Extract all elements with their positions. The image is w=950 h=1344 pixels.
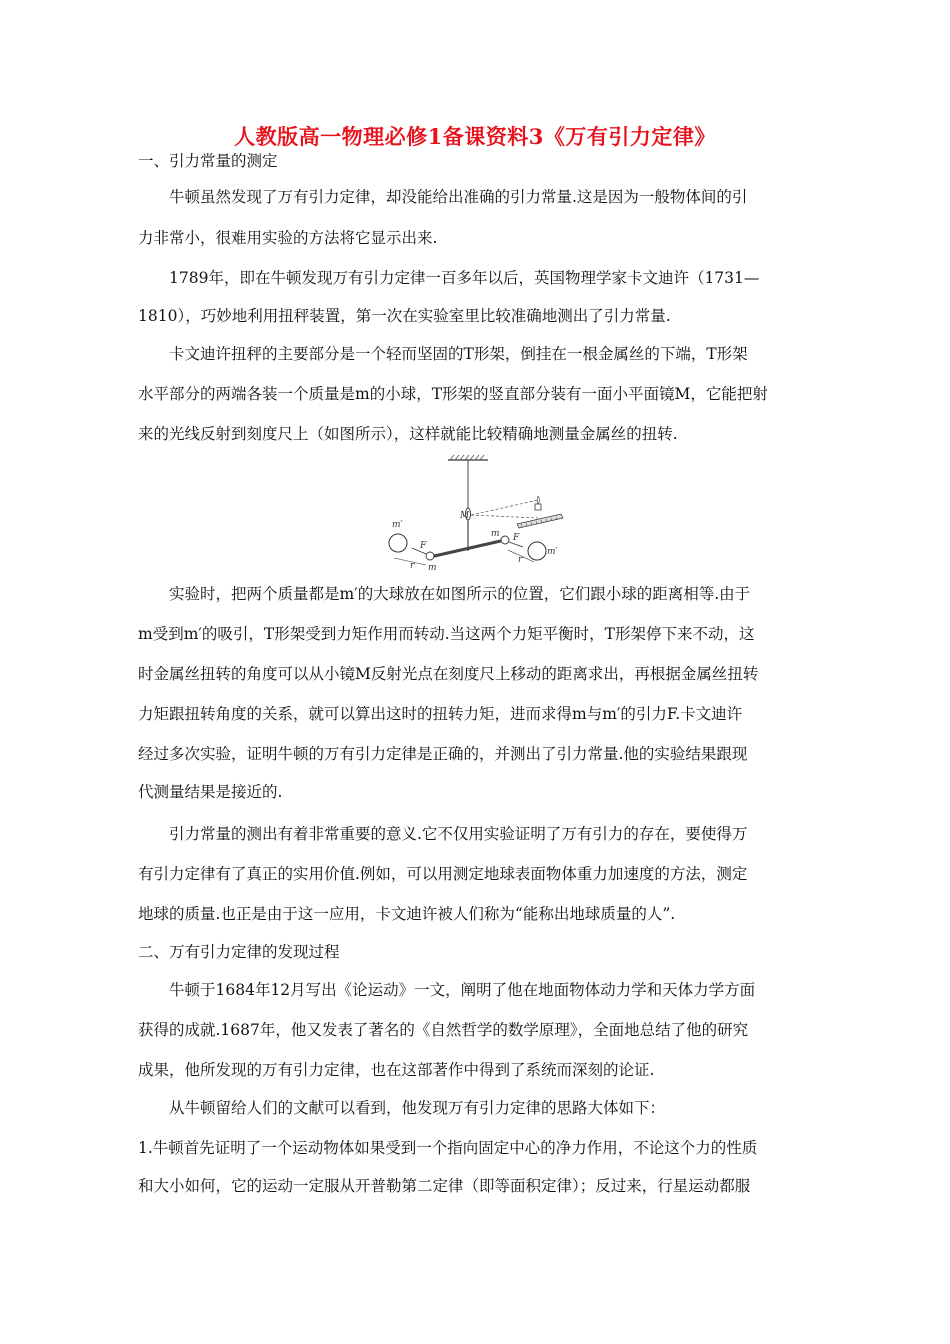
paragraph-line: 卡文迪许扭秤的主要部分是一个轻而坚固的T形架，倒挂在一根金属丝的下端，T形架 [138, 345, 748, 363]
paragraph-line: 从牛顿留给人们的文献可以看到，他发现万有引力定律的思路大体如下： [138, 1099, 666, 1117]
force-right-label: F [513, 533, 520, 543]
small-ball-left [426, 552, 434, 560]
big-ball-right [528, 542, 546, 560]
small-ball-right [501, 536, 509, 544]
big-mass-right-label: m′ [547, 547, 558, 557]
distance-right-label: r [518, 555, 523, 565]
scale-ruler [517, 514, 563, 528]
section-heading-1: 一、引力常量的测定 [138, 152, 278, 170]
paragraph-line: 地球的质量.也正是由于这一应用，卡文迪许被人们称为“能称出地球质量的人”. [138, 905, 676, 923]
paragraph-line: 水平部分的两端各装一个质量是m的小球，T形架的竖直部分装有一面小平面镜M，它能把射 [138, 385, 768, 403]
paragraph-line: 引力常量的测出有着非常重要的意义.它不仅用实验证明了万有引力的存在，要使得万 [138, 825, 748, 843]
paragraph-line: m受到m′的吸引，T形架受到力矩作用而转动.当这两个力矩平衡时，T形架停下来不动，这 [138, 625, 755, 643]
small-mass-right-label: m [491, 529, 500, 539]
paragraph-line: 实验时，把两个质量都是m′的大球放在如图所示的位置，它们跟小球的距离相等.由于 [138, 585, 751, 603]
paragraph-line: 获得的成就.1687年，他又发表了著名的《自然哲学的数学原理》，全面地总结了他的研究 [138, 1021, 749, 1039]
reflected-ray [471, 515, 538, 518]
paragraph-line: 1810），巧妙地利用扭秤装置，第一次在实验室里比较准确地测出了引力常量. [138, 307, 671, 325]
small-mass-left-label: m [428, 563, 437, 573]
paragraph-line: 牛顿虽然发现了万有引力定律，却没能给出准确的引力常量.这是因为一般物体间的引 [138, 188, 748, 206]
ceiling-hatch [450, 455, 484, 460]
paragraph-line: 1789年，即在牛顿发现万有引力定律一百多年以后，英国物理学家卡文迪许（1731— [138, 269, 760, 287]
page-title: 人教版高一物理必修1备课资料3《万有引力定律》 [234, 124, 716, 149]
paragraph-line: 成果，他所发现的万有引力定律，也在这部著作中得到了系统而深刻的论证. [138, 1061, 655, 1079]
paragraph-line: 代测量结果是接近的. [138, 783, 283, 801]
mirror-label: M [460, 511, 470, 521]
distance-left-label: r [410, 561, 415, 571]
big-ball-left [389, 534, 407, 552]
paragraph-line: 来的光线反射到刻度尺上（如图所示），这样就能比较精确地测量金属丝的扭转. [138, 425, 678, 443]
paragraph-line: 力矩跟扭转角度的关系，就可以算出这时的扭转力矩，进而求得m与m′的引力F.卡文迪许 [138, 705, 743, 723]
paragraph-line: 牛顿于1684年12月写出《论运动》一文，阐明了他在地面物体动力学和天体力学方面 [138, 981, 756, 999]
paragraph-line: 力非常小，很难用实验的方法将它显示出来. [138, 229, 438, 247]
big-mass-left-label: m′ [392, 520, 403, 530]
incident-ray [471, 500, 538, 515]
section-heading-2: 二、万有引力定律的发现过程 [138, 943, 340, 961]
paragraph-line: 时金属丝扭转的角度可以从小镜M反射光点在刻度尺上移动的距离求出，再根据金属丝扭转 [138, 665, 759, 683]
numbered-item-line: 1.牛顿首先证明了一个运动物体如果受到一个指向固定中心的净力作用，不论这个力的性质 [138, 1139, 758, 1157]
paragraph-line: 有引力定律有了真正的实用价值.例如，可以用测定地球表面物体重力加速度的方法，测定 [138, 865, 748, 883]
paragraph-line: 经过多次实验，证明牛顿的万有引力定律是正确的，并测出了引力常量.他的实验结果跟现 [138, 745, 748, 763]
flame-icon [537, 496, 539, 504]
torsion-balance-diagram [380, 452, 570, 577]
numbered-item-line: 和大小如何，它的运动一定服从开普勒第二定律（即等面积定律）；反过来，行星运动都服 [138, 1177, 751, 1195]
lamp-icon [535, 504, 541, 510]
force-left-label: F [420, 541, 427, 551]
